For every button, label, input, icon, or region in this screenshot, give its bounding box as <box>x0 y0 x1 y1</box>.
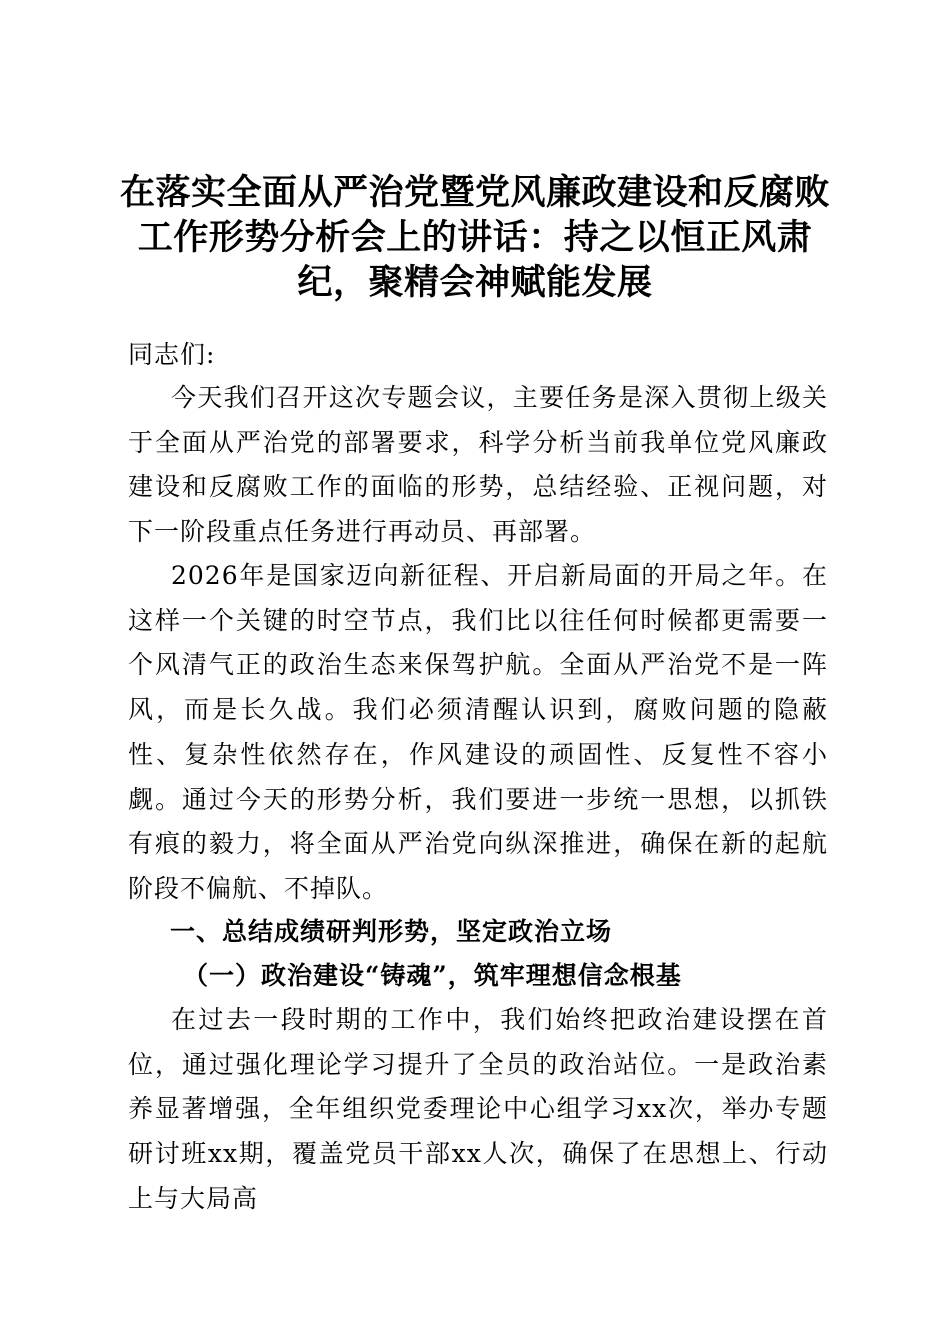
paragraph-context: 2026年是国家迈向新征程、开启新局面的开局之年。在这样一个关键的时空节点，我们比以往任何时候都更需要一个风清气正的政治生态来保驾护航。全面从严治党不是一阵风，而是长久战。我们必须清醒认识到，腐败问题的隐蔽性、复杂性依然存在，作风建设的顽固性、反复性不容小觑。通过今天的形势分析，我们要进一步统一思想，以抓铁有痕的毅力，将全面从严治党向纵深推进，确保在新的起航阶段不偏航、不掉队。 <box>128 561 828 903</box>
subsection-heading: （一）政治建设“铸魂”，筑牢理想信念根基 <box>183 961 682 990</box>
paragraph-political-building: 在过去一段时期的工作中，我们始终把政治建设摆在首位，通过强化理论学习提升了全员的政治站位。一是政治素养显著增强，全年组织党委理论中心组学习xx次，举办专题研讨班xx期，覆盖党员干部xx人次，确保了在思想上、行动上与大局高 <box>128 1005 828 1213</box>
section-heading: 一、总结成绩研判形势，坚定政治立场 <box>170 917 613 946</box>
salutation: 同志们: <box>128 340 216 369</box>
document-title: 在落实全面从严治党暨党风廉政建设和反腐败工作形势分析会上的讲话：持之以恒正风肃纪，聚精会神赋能发展 <box>120 172 831 303</box>
paragraph-intro: 今天我们召开这次专题会议，主要任务是深入贯彻上级关于全面从严治党的部署要求，科学分析当前我单位党风廉政建设和反腐败工作的面临的形势，总结经验、正视问题，对下一阶段重点任务进行再动员、再部署。 <box>128 383 828 547</box>
